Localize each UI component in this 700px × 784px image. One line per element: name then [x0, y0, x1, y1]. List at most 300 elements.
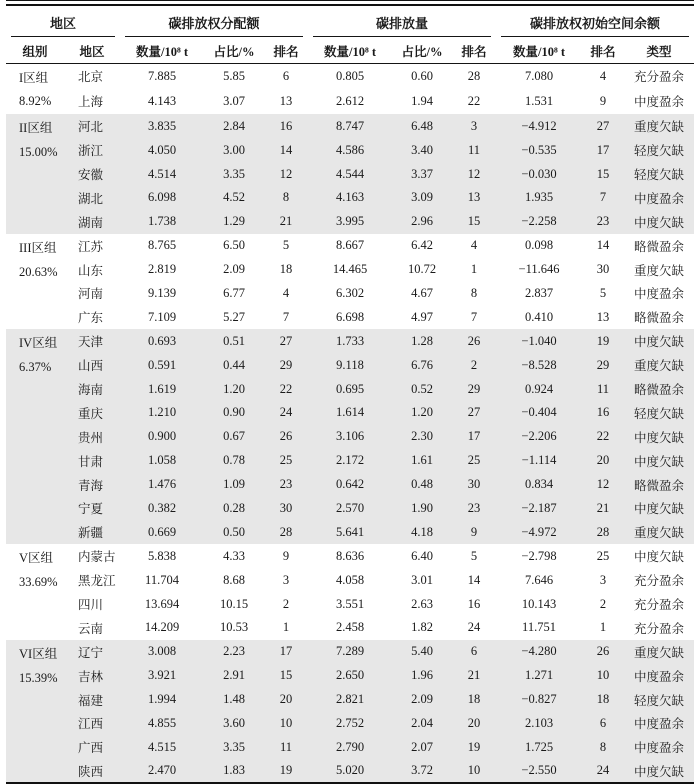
alloc-quantity-cell: 7.885 [147, 68, 177, 83]
table-row [6, 353, 694, 377]
region-name-cell: 河南 [78, 287, 104, 302]
alloc-share-cell: 1.29 [204, 210, 264, 234]
emission-share-cell: 1.20 [392, 401, 452, 425]
emission-quantity-cell: 4.163 [308, 186, 392, 210]
alloc-share-cell: 2.91 [204, 664, 264, 688]
alloc-rank-cell: 1 [282, 620, 290, 635]
balance-quantity-cell: 0.410 [524, 309, 554, 324]
header-group-region-label: 地区 [11, 11, 115, 37]
balance-quantity-cell: 1.725 [496, 735, 582, 759]
balance-type-cell: 充分盈余 [634, 598, 685, 613]
three-line-table-frame [6, 0, 694, 784]
emission-quantity-cell: 5.020 [308, 759, 392, 783]
alloc-share-cell: 4.33 [223, 548, 245, 563]
alloc-quantity-cell: 3.835 [120, 114, 204, 138]
emission-share-cell: 3.09 [392, 186, 452, 210]
region-name-cell: 黑龙江 [78, 574, 116, 589]
alloc-share-cell: 2.84 [204, 114, 264, 138]
balance-type-cell: 重度欠缺 [624, 640, 694, 664]
emission-rank-cell: 21 [452, 664, 496, 688]
alloc-rank-cell: 25 [264, 449, 308, 473]
emission-rank-cell: 30 [452, 473, 496, 497]
balance-quantity-cell: −1.040 [496, 329, 582, 353]
alloc-rank-cell: 14 [264, 138, 308, 162]
header-alloc-quantity: 数量/10⁸ t [120, 37, 204, 63]
emission-rank-cell: 20 [452, 712, 496, 736]
balance-quantity-cell: −8.528 [496, 353, 582, 377]
group-cell [6, 63, 64, 114]
balance-quantity-cell: 10.143 [521, 596, 557, 611]
emission-quantity-cell: 9.118 [308, 353, 392, 377]
balance-type-cell: 轻度欠缺 [624, 688, 694, 712]
emission-quantity-cell: 4.586 [308, 138, 392, 162]
emission-rank-cell: 29 [452, 377, 496, 401]
alloc-share-cell: 1.09 [204, 473, 264, 497]
balance-rank-cell: 15 [582, 162, 624, 186]
table-row [6, 282, 694, 306]
emission-rank-cell: 23 [452, 497, 496, 521]
alloc-share-cell: 0.51 [204, 329, 264, 353]
emission-share-cell: 0.48 [392, 473, 452, 497]
balance-rank-cell: 25 [596, 548, 610, 563]
alloc-quantity-cell: 13.694 [144, 596, 180, 611]
alloc-share-cell: 0.90 [204, 401, 264, 425]
emission-rank-cell: 17 [452, 425, 496, 449]
emission-rank-cell: 25 [452, 449, 496, 473]
header-group-balance [496, 5, 694, 37]
table-row [6, 520, 694, 544]
header-group-allocation [120, 5, 308, 37]
balance-quantity-cell: −2.206 [496, 425, 582, 449]
alloc-rank-cell: 18 [279, 262, 293, 277]
emission-share-cell: 2.96 [392, 210, 452, 234]
emission-rank-cell: 14 [467, 572, 481, 587]
balance-rank-cell: 12 [582, 473, 624, 497]
alloc-rank-cell: 13 [279, 93, 293, 108]
balance-type-cell: 轻度欠缺 [624, 162, 694, 186]
emission-quantity-cell: 6.698 [335, 309, 365, 324]
alloc-quantity-cell: 6.098 [120, 186, 204, 210]
emission-rank-cell: 18 [452, 688, 496, 712]
balance-type-cell: 中度欠缺 [634, 550, 685, 565]
balance-rank-cell: 9 [599, 93, 607, 108]
alloc-quantity-cell: 11.704 [145, 572, 179, 587]
balance-type-cell: 中度欠缺 [624, 210, 694, 234]
alloc-quantity-cell: 0.693 [120, 329, 204, 353]
emission-rank-cell: 13 [452, 186, 496, 210]
emission-quantity-cell: 2.612 [335, 93, 365, 108]
table-row [6, 497, 694, 521]
column-subheader-row [6, 37, 694, 63]
alloc-rank-cell: 27 [264, 329, 308, 353]
header-group-region [6, 5, 120, 37]
region-name-cell: 陕西 [64, 759, 120, 783]
region-name-cell: 天津 [64, 329, 120, 353]
emission-share-cell: 2.07 [392, 735, 452, 759]
alloc-quantity-cell: 4.855 [120, 712, 204, 736]
emission-rank-cell: 2 [452, 353, 496, 377]
balance-type-cell: 中度盈余 [624, 735, 694, 759]
balance-type-cell: 中度盈余 [624, 664, 694, 688]
alloc-share-cell: 0.78 [204, 449, 264, 473]
region-name-cell: 甘肃 [64, 449, 120, 473]
table-row [6, 234, 694, 258]
alloc-share-cell: 3.00 [204, 138, 264, 162]
emission-quantity-cell: 14.465 [332, 262, 368, 277]
balance-type-cell: 充分盈余 [634, 621, 685, 636]
group-name: II区组 [19, 121, 53, 136]
region-name-cell: 福建 [64, 688, 120, 712]
balance-type-cell: 轻度欠缺 [624, 138, 694, 162]
balance-rank-cell: 27 [582, 114, 624, 138]
alloc-rank-cell: 3 [282, 572, 290, 587]
balance-quantity-cell: 1.531 [524, 93, 554, 108]
balance-type-cell: 中度欠缺 [624, 449, 694, 473]
emission-share-cell: 6.42 [411, 238, 433, 253]
alloc-quantity-cell: 1.994 [120, 688, 204, 712]
alloc-share-cell: 2.09 [223, 262, 245, 277]
balance-rank-cell: 14 [596, 238, 610, 253]
alloc-share-cell: 1.83 [204, 759, 264, 783]
alloc-quantity-cell: 4.143 [147, 93, 177, 108]
region-name-cell: 吉林 [64, 664, 120, 688]
alloc-share-cell: 5.85 [223, 68, 245, 83]
alloc-share-cell: 3.35 [204, 162, 264, 186]
alloc-share-cell: 6.50 [223, 238, 245, 253]
table-row [6, 186, 694, 210]
group-cell [6, 544, 64, 640]
balance-quantity-cell: 2.103 [496, 712, 582, 736]
carbon-emissions-table [6, 4, 694, 784]
emission-share-cell: 10.72 [407, 262, 437, 277]
balance-type-cell: 充分盈余 [634, 70, 685, 85]
header-group-name: 组别 [6, 37, 64, 63]
balance-type-cell: 中度欠缺 [624, 425, 694, 449]
header-emission-quantity: 数量/10⁸ t [308, 37, 392, 63]
balance-quantity-cell: 2.837 [524, 285, 554, 300]
header-group-allocation-label: 碳排放权分配额 [125, 11, 303, 37]
emission-rank-cell: 12 [452, 162, 496, 186]
table-row [6, 449, 694, 473]
balance-quantity-cell: −2.187 [496, 497, 582, 521]
region-name-cell: 辽宁 [64, 640, 120, 664]
alloc-share-cell: 8.68 [223, 572, 245, 587]
balance-quantity-cell: 11.751 [522, 620, 556, 635]
table-row [6, 138, 694, 162]
alloc-rank-cell: 9 [282, 548, 290, 563]
alloc-share-cell: 3.07 [223, 93, 245, 108]
alloc-rank-cell: 2 [282, 596, 290, 611]
alloc-rank-cell: 20 [264, 688, 308, 712]
alloc-quantity-cell: 2.819 [147, 262, 177, 277]
balance-rank-cell: 20 [582, 449, 624, 473]
alloc-share-cell: 2.23 [204, 640, 264, 664]
emission-rank-cell: 10 [452, 759, 496, 783]
emission-share-cell: 1.61 [392, 449, 452, 473]
alloc-rank-cell: 7 [282, 309, 290, 324]
balance-type-cell: 重度欠缺 [624, 520, 694, 544]
balance-rank-cell: 30 [596, 262, 610, 277]
balance-rank-cell: 29 [582, 353, 624, 377]
balance-type-cell: 中度欠缺 [624, 329, 694, 353]
region-name-cell: 云南 [78, 621, 104, 636]
emission-quantity-cell: 2.172 [308, 449, 392, 473]
balance-type-cell: 轻度欠缺 [624, 401, 694, 425]
balance-type-cell: 略微盈余 [624, 473, 694, 497]
alloc-rank-cell: 26 [264, 425, 308, 449]
group-share: 20.63% [19, 264, 58, 279]
table-header [6, 5, 694, 63]
region-name-cell: 上海 [78, 95, 104, 110]
emission-quantity-cell: 3.995 [308, 210, 392, 234]
balance-rank-cell: 7 [582, 186, 624, 210]
emission-quantity-cell: 2.458 [335, 620, 365, 635]
alloc-quantity-cell: 1.619 [120, 377, 204, 401]
group-share: 15.39% [19, 670, 58, 685]
emission-quantity-cell: 1.614 [308, 401, 392, 425]
emission-quantity-cell: 4.544 [308, 162, 392, 186]
emission-rank-cell: 9 [452, 520, 496, 544]
region-name-cell: 江苏 [78, 239, 104, 254]
header-balance-type: 类型 [624, 37, 694, 63]
alloc-rank-cell: 17 [264, 640, 308, 664]
alloc-rank-cell: 5 [282, 238, 290, 253]
balance-rank-cell: 13 [596, 309, 610, 324]
alloc-rank-cell: 8 [264, 186, 308, 210]
alloc-rank-cell: 10 [264, 712, 308, 736]
emission-quantity-cell: 2.821 [308, 688, 392, 712]
emission-rank-cell: 15 [452, 210, 496, 234]
group-cell [6, 640, 64, 783]
table-row [6, 63, 694, 89]
balance-type-cell: 中度盈余 [624, 712, 694, 736]
balance-quantity-cell: 1.271 [496, 664, 582, 688]
balance-rank-cell: 19 [582, 329, 624, 353]
alloc-quantity-cell: 3.921 [120, 664, 204, 688]
alloc-quantity-cell: 14.209 [144, 620, 180, 635]
balance-quantity-cell: −4.972 [496, 520, 582, 544]
region-name-cell: 新疆 [64, 520, 120, 544]
emission-quantity-cell: 2.752 [308, 712, 392, 736]
balance-rank-cell: 21 [582, 497, 624, 521]
table-row [6, 473, 694, 497]
group-cell [6, 114, 64, 233]
emission-rank-cell: 1 [470, 262, 478, 277]
emission-share-cell: 2.09 [392, 688, 452, 712]
balance-rank-cell: 11 [582, 377, 624, 401]
header-group-balance-label: 碳排放权初始空间余额 [501, 11, 689, 37]
alloc-share-cell: 4.52 [204, 186, 264, 210]
balance-type-cell: 中度盈余 [634, 287, 685, 302]
balance-rank-cell: 23 [582, 210, 624, 234]
balance-type-cell: 中度盈余 [634, 95, 685, 110]
alloc-rank-cell: 4 [282, 285, 290, 300]
alloc-rank-cell: 6 [282, 68, 290, 83]
group-share: 15.00% [19, 145, 58, 160]
emission-quantity-cell: 3.106 [308, 425, 392, 449]
balance-quantity-cell: −4.280 [496, 640, 582, 664]
table-row [6, 664, 694, 688]
table-row [6, 688, 694, 712]
region-name-cell: 河北 [64, 114, 120, 138]
alloc-quantity-cell: 8.765 [147, 238, 177, 253]
alloc-quantity-cell: 5.838 [147, 548, 177, 563]
emission-share-cell: 3.40 [392, 138, 452, 162]
emission-share-cell: 5.40 [392, 640, 452, 664]
alloc-quantity-cell: 0.382 [120, 497, 204, 521]
balance-quantity-cell: −0.535 [496, 138, 582, 162]
emission-share-cell: 1.90 [392, 497, 452, 521]
emission-rank-cell: 4 [470, 238, 478, 253]
balance-rank-cell: 10 [582, 664, 624, 688]
group-share: 6.37% [19, 360, 52, 375]
emission-rank-cell: 6 [452, 640, 496, 664]
balance-rank-cell: 24 [582, 759, 624, 783]
region-name-cell: 山西 [64, 353, 120, 377]
table-row [6, 712, 694, 736]
alloc-share-cell: 5.27 [223, 309, 245, 324]
alloc-rank-cell: 28 [264, 520, 308, 544]
header-balance-quantity: 数量/10⁸ t [496, 37, 582, 63]
column-group-header-row [6, 5, 694, 37]
emission-share-cell: 4.97 [411, 309, 433, 324]
table-row [6, 735, 694, 759]
balance-rank-cell: 5 [599, 285, 607, 300]
alloc-quantity-cell: 1.476 [120, 473, 204, 497]
region-name-cell: 内蒙古 [78, 550, 116, 565]
emission-quantity-cell: 8.747 [308, 114, 392, 138]
balance-quantity-cell: 0.834 [496, 473, 582, 497]
emission-rank-cell: 16 [467, 596, 481, 611]
header-emission-share: 占比/% [392, 37, 452, 63]
region-name-cell: 海南 [64, 377, 120, 401]
emission-rank-cell: 7 [470, 309, 478, 324]
alloc-share-cell: 3.60 [204, 712, 264, 736]
table-row [6, 759, 694, 783]
table-row [6, 616, 694, 640]
table-row [6, 305, 694, 329]
balance-quantity-cell: −2.258 [496, 210, 582, 234]
emission-share-cell: 1.28 [392, 329, 452, 353]
header-group-emission [308, 5, 496, 37]
alloc-share-cell: 1.20 [204, 377, 264, 401]
alloc-share-cell: 10.15 [219, 596, 249, 611]
emission-share-cell: 4.67 [411, 285, 433, 300]
emission-share-cell: 6.76 [392, 353, 452, 377]
header-region-name: 地区 [64, 37, 120, 63]
alloc-share-cell: 0.50 [204, 520, 264, 544]
table-row [6, 162, 694, 186]
balance-rank-cell: 2 [599, 596, 607, 611]
region-name-cell: 浙江 [64, 138, 120, 162]
emission-share-cell: 6.48 [392, 114, 452, 138]
emission-quantity-cell: 8.636 [335, 548, 365, 563]
alloc-rank-cell: 16 [264, 114, 308, 138]
alloc-share-cell: 3.35 [204, 735, 264, 759]
balance-type-cell: 略微盈余 [624, 377, 694, 401]
balance-quantity-cell: 1.935 [496, 186, 582, 210]
region-name-cell: 湖南 [64, 210, 120, 234]
balance-rank-cell: 6 [582, 712, 624, 736]
table-row [6, 592, 694, 616]
region-name-cell: 贵州 [64, 425, 120, 449]
alloc-quantity-cell: 2.470 [120, 759, 204, 783]
emission-quantity-cell: 6.302 [335, 285, 365, 300]
balance-quantity-cell: −11.646 [518, 262, 560, 277]
balance-rank-cell: 26 [582, 640, 624, 664]
emission-quantity-cell: 7.289 [308, 640, 392, 664]
table-row [6, 258, 694, 282]
emission-share-cell: 2.30 [392, 425, 452, 449]
group-cell [6, 329, 64, 544]
emission-share-cell: 3.72 [392, 759, 452, 783]
alloc-rank-cell: 29 [264, 353, 308, 377]
group-cell [6, 234, 64, 330]
emission-quantity-cell: 4.058 [335, 572, 365, 587]
balance-rank-cell: 28 [582, 520, 624, 544]
group-name: V区组 [19, 551, 54, 566]
alloc-rank-cell: 30 [264, 497, 308, 521]
balance-rank-cell: 3 [599, 572, 607, 587]
alloc-share-cell: 6.77 [223, 285, 245, 300]
balance-rank-cell: 4 [599, 68, 607, 83]
region-name-cell: 北京 [78, 70, 104, 85]
emission-share-cell: 0.52 [392, 377, 452, 401]
balance-quantity-cell: −2.798 [521, 548, 557, 563]
emission-quantity-cell: 2.650 [308, 664, 392, 688]
header-group-emission-label: 碳排放量 [313, 11, 491, 37]
alloc-quantity-cell: 1.738 [120, 210, 204, 234]
balance-type-cell: 重度欠缺 [624, 353, 694, 377]
emission-share-cell: 1.82 [411, 620, 433, 635]
region-name-cell: 广东 [78, 311, 104, 326]
emission-rank-cell: 3 [452, 114, 496, 138]
alloc-quantity-cell: 0.669 [120, 520, 204, 544]
balance-quantity-cell: 7.646 [524, 572, 554, 587]
emission-share-cell: 3.01 [411, 572, 433, 587]
alloc-quantity-cell: 1.058 [120, 449, 204, 473]
alloc-quantity-cell: 7.109 [147, 309, 177, 324]
balance-quantity-cell: 0.924 [496, 377, 582, 401]
group-name: III区组 [19, 240, 57, 255]
table-row [6, 210, 694, 234]
emission-quantity-cell: 5.641 [308, 520, 392, 544]
region-name-cell: 四川 [78, 598, 104, 613]
table-row [6, 377, 694, 401]
alloc-quantity-cell: 4.514 [120, 162, 204, 186]
balance-quantity-cell: −0.827 [496, 688, 582, 712]
emission-share-cell: 1.94 [411, 93, 433, 108]
alloc-share-cell: 0.44 [204, 353, 264, 377]
emission-share-cell: 0.60 [411, 68, 433, 83]
emission-rank-cell: 22 [467, 93, 481, 108]
balance-type-cell: 略微盈余 [634, 311, 685, 326]
table-row [6, 329, 694, 353]
header-alloc-rank: 排名 [264, 37, 308, 63]
balance-quantity-cell: −0.404 [496, 401, 582, 425]
table-row [6, 89, 694, 115]
alloc-rank-cell: 22 [264, 377, 308, 401]
region-name-cell: 重庆 [64, 401, 120, 425]
alloc-share-cell: 1.48 [204, 688, 264, 712]
balance-quantity-cell: −1.114 [496, 449, 582, 473]
emission-rank-cell: 5 [470, 548, 478, 563]
group-name: I区组 [19, 70, 49, 85]
emission-share-cell: 6.40 [411, 548, 433, 563]
emission-quantity-cell: 3.551 [335, 596, 365, 611]
table-row [6, 401, 694, 425]
emission-rank-cell: 24 [467, 620, 481, 635]
